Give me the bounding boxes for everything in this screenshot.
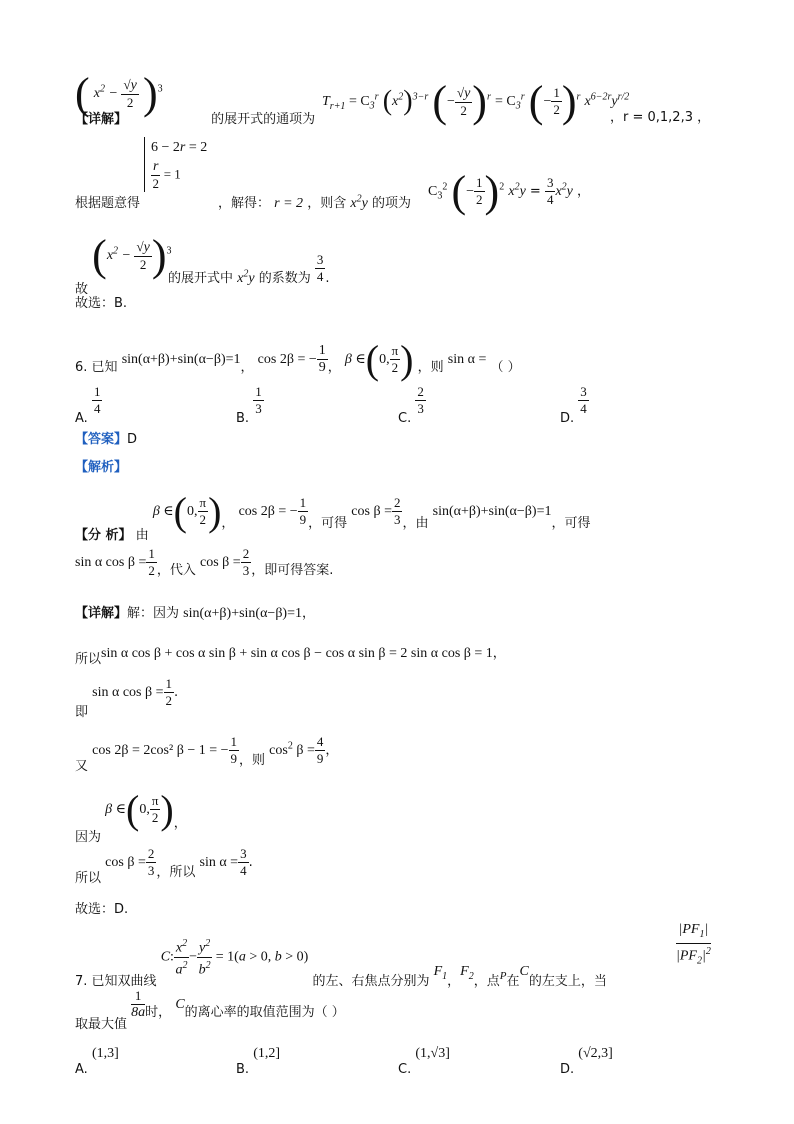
fraction-sqrt-y-over-2: $\frac{√y}{2}$ xyxy=(123,76,137,110)
analysis-label: 【解析】 xyxy=(75,460,128,475)
analysis-line-2: sin α cos β = $\frac{1}{2}$ ，代入 cos β = $\frac{2}{3}$ ，即可得答案. xyxy=(75,546,334,578)
coefficient-line: 故 ($x^2$ − $\frac{√y}{2}$ )$^3$ xyxy=(75,231,172,297)
answer-label: 【答案】 xyxy=(75,432,128,447)
option-6b[interactable]: B. $\frac{1}{3}$ xyxy=(236,384,262,426)
term-value: $C_3^2$ (− $\frac{1}{2}$ )$^2$ $x^2y$ = $\frac{3}{4}$ $x^2y$ ， xyxy=(428,167,591,216)
answer-line xyxy=(75,428,137,447)
solve-line-rest: ，解得： r = 2 ，则含 $x^2y$ 的项为 xyxy=(218,193,411,211)
solve-line: 根据题意得 xyxy=(75,196,141,211)
answer-value: D xyxy=(127,432,138,447)
detail-line-4: 又 cos 2β = 2cos² β − 1 = − $\frac{1}{9}$ ，则 $\cos^2 \beta$ = $\frac{4}{9}$ ， xyxy=(75,734,339,774)
option-6c[interactable]: C. $\frac{2}{3}$ xyxy=(398,384,424,426)
r-values: ，r = 0,1,2,3 ， xyxy=(610,110,711,125)
detail-line-2: 所以sin α cos β + cos α sin β + sin α cos β − cos α sin β = 2 sin α cos β = 1， xyxy=(75,646,506,667)
coefficient-text: 的展开式中 $x^2y$ 的系数为 $\frac{3}{4}$ . xyxy=(168,252,330,286)
detail-label: 【详解】 xyxy=(75,112,128,127)
option-7d[interactable]: D. (√2,3] xyxy=(560,1046,613,1077)
question-7-stem-2: 取最大值 $\frac{1}{8a}$ 时， C的离心率的取值范围为（ ） xyxy=(75,988,345,1032)
system-brace: 6 − 2r = 2 $\frac{r}{2}$ = 1 xyxy=(144,137,207,192)
detail-line-5: 因为 β ∈(0, $\frac{\pi}{2}$ )， xyxy=(75,787,187,845)
detail-line-3: 即 sin α cos β = $\frac{1}{2}$ . xyxy=(75,676,179,720)
option-6d[interactable]: D. $\frac{3}{4}$ xyxy=(560,384,587,426)
detail-label-line xyxy=(75,108,315,127)
option-7b[interactable]: B. (1,2] xyxy=(236,1046,281,1077)
choose-d: 故选：D. xyxy=(75,902,129,917)
option-7a[interactable]: A. (1,3] xyxy=(75,1046,119,1077)
detail-line-general-term: ( $x^2$ − $\frac{√y}{2}$ )$^3$ xyxy=(75,69,163,118)
detail-line-1: 【详解】解：因为 sin(α+β)+sin(α−β)=1， xyxy=(75,606,316,621)
ratio-fraction: $\frac{|PF_1|}{|PF_2|^2}$ xyxy=(676,922,711,967)
detail-line-6: 所以 cos β = $\frac{2}{3}$ ，所以 sin α = $\frac{3}{4}$ . xyxy=(75,846,253,886)
general-term-formula: $T_{r+1} = C_3^r$ $(x^2)^{3-r}$ (− $\frac{√y}{2}$ )$^r = C_3^r$ (− $\frac{1}{2}$ )$^r$ $x^{6-2r}y^{r/2}$ xyxy=(322,77,630,126)
option-7c[interactable]: C. (1,√3] xyxy=(398,1046,450,1077)
analysis-line-1: 【分 析】 由 β ∈(0, $\frac{\pi}{2}$ )， cos 2β = − $\frac{1}{9}$ ，可得 cos β = $\frac{2}{3}$ ，由 sin(α+β)+sin(α−β)=1，可得 xyxy=(75,489,591,543)
question-6-stem: 6. 已知 sin(α+β)+sin(α−β)=1， cos 2β = − $\frac{1}{9}$ ， β ∈(0, $\frac{\pi}{2}$ ) ，则 sin α = （ ） xyxy=(75,337,521,382)
option-6a[interactable]: A. $\frac{1}{4}$ xyxy=(75,384,101,426)
choose-b: 故选：B. xyxy=(75,296,128,311)
question-7-stem: 7. 已知双曲线 C: $\frac{x^2}{a^2}$ − $\frac{y^2}{b^2}$ = 1(a > 0, b > 0) 的左、右焦点分别为 $F_1$，$F_2$，点$_P$在C的左支上，当 xyxy=(75,938,607,989)
general-term-text: 的展开式的通项为 xyxy=(211,112,316,127)
